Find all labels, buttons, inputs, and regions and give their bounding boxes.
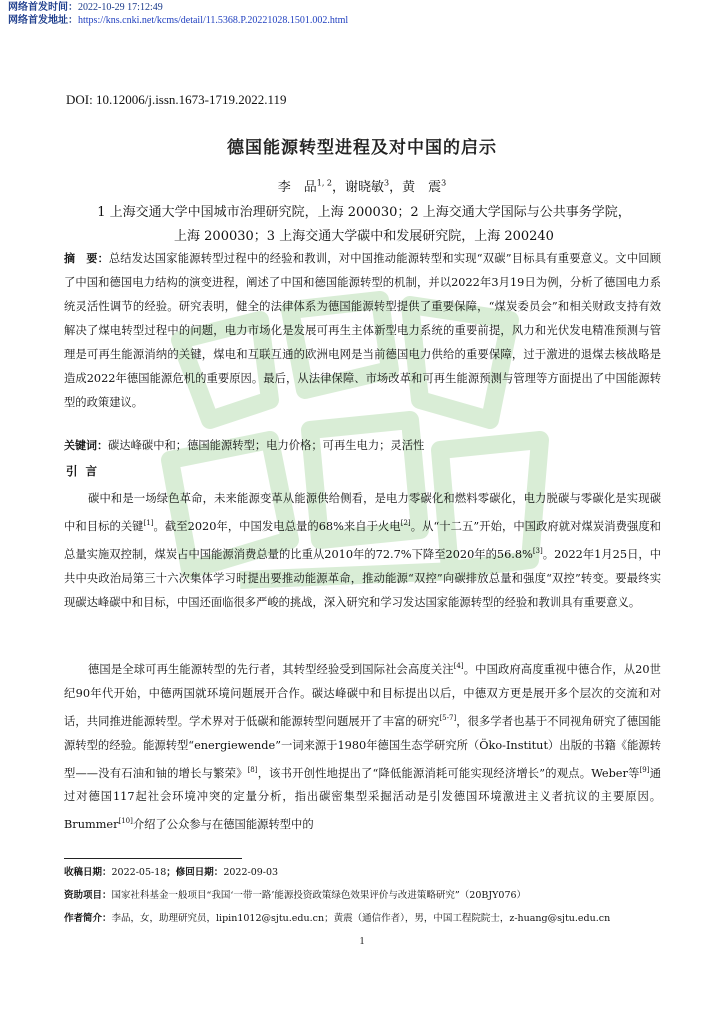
citation: [9] [639, 765, 650, 774]
footnote-author-info: 作者简介：李品，女，助理研究员，lipin1012@sjtu.edu.cn；黄震（通信作者），男，中国工程院院士，z-huang@sjtu.edu.cn [64, 913, 611, 924]
keywords-label: 关键词： [64, 439, 108, 452]
online-publish-address: 网络首发地址：https://kns.cnki.net/kcms/detail/11.5368.P.20221028.1501.002.html [8, 15, 349, 26]
publish-url-link[interactable]: https://kns.cnki.net/kcms/detail/11.5368.P.20221028.1501.002.html [78, 15, 349, 26]
citation: [2] [400, 519, 411, 527]
body-paragraph-2: 德国是全球可再生能源转型的先行者，其转型经验受到国际社会高度关注[4]。中国政府高度重视中德合作，从20世纪90年代开始，中德两国就环境问题展开合作。碳达峰碳中和目标提出以后，中德双方更是展开多个层次的交流和对话，共同推进能源转型。学术界对于低碳和能源转型问题展开了丰富的研究[5-7]，很多学者也基于不同视角研究了德国能源转型的经验。能源转型“energiewende”一词来源于1980年德国生态学研究所（Öko-Institut）出版的书籍《能源转型——没有石油和铀的增长与繁荣》[8]，该书开创性地提出了“降低能源消耗可能实现经济增长”的观点。Weber等[9]通过对德国117起社会环境冲突的定量分析，指出碳密集型采掘活动是引发德国环境激进主义者抗议的主要原因。Brummer[10]介绍了公众参与在德国能源转型中的 [64, 662, 661, 832]
page-number: 1 [359, 936, 365, 947]
citation: [3] [532, 546, 543, 555]
author-1: 李 品 [277, 180, 317, 195]
citation: [1] [143, 519, 154, 527]
abstract-label: 摘 要： [64, 252, 109, 265]
abstract [64, 247, 661, 415]
affiliation-line-1: 1 上海交通大学中国城市治理研究院，上海 200030；2 上海交通大学国际与公共事务学院， [97, 205, 631, 220]
keywords-text: 碳达峰碳中和；德国能源转型；电力价格；可再生电力；灵活性 [108, 439, 425, 452]
citation: [8] [247, 765, 258, 774]
body-paragraph-1: 碳中和是一场绿色革命，未来能源变革从能源供给侧看，是电力零碳化和燃料零碳化，电力脱碳与零碳化是实现碳中和目标的关键[1]。截至2020年，中国发电总量的68%来自于火电[2]。从“十二五”开始，中国政府就对煤炭消费强度和总量实施双控制，煤炭占中国能源消费总量的比重从2010年的72.7%下降至2020年的56.8%[3]。2022年1月25日，中共中央政治局第三十六次集体学习时提出要推动能源革命，推动能源“双控”向碳排放总量和强度“双控”转变。要最终实现碳达峰碳中和目标，中国还面临很多严峻的挑战，深入研究和学习发达国家能源转型的经验和教训具有重要意义。 [64, 492, 661, 609]
citation: [4] [453, 662, 464, 670]
footnote-divider [64, 858, 242, 859]
publish-time-value: 2022-10-29 17:12:49 [78, 2, 163, 13]
citation: [5-7] [439, 713, 457, 722]
paper-title: 德国能源转型进程及对中国的启示 [227, 138, 497, 158]
doi: DOI: 10.12006/j.issn.1673-1719.2022.119 [66, 92, 287, 107]
footnote-dates: 收稿日期：2022-05-18；修回日期：2022-09-03 [64, 867, 279, 878]
online-publish-time: 网络首发时间：2022-10-29 17:12:49 [8, 2, 163, 13]
author-list: 李 品$^{1, 2}$，谢晓敏$^3$，黄 震$^3$ [277, 178, 447, 195]
footnote-funding: 资助项目：国家社科基金一般项目“我国‘一带一路’能源投资政策绿色效果评价与改进策略研究”（20BJY076） [64, 890, 527, 901]
author-3: 黄 震 [402, 180, 442, 195]
affiliation-line-2: 上海 200030；3 上海交通大学碳中和发展研究院，上海 200240 [174, 229, 554, 244]
citation: [10] [118, 817, 133, 826]
author-2: 谢晓敏 [345, 180, 385, 195]
abstract-text: 总结发达国家能源转型过程中的经验和教训，对中国推动能源转型和实现“双碳”目标具有重要意义。文中回顾了中国和德国电力结构的演变进程，阐述了中国和德国能源转型的机制，并以2022年3月19日为例，分析了德国电力系统灵活性调节的经验。研究表明，健全的法律体系为德国能源转型提供了重要保障，“煤炭委员会”和相关财政支持有效解决了煤电转型过程中的问题，电力市场化是发展可再生主体新型电力系统的重要前提，风力和光伏发电精准预测与管理是可再生能源消纳的关键，煤电和互联互通的欧洲电网是当前德国电力供给的重要保障，过于激进的退煤去核战略是造成2022年德国能源危机的重要原因。最后，从法律保障、市场改革和可再生能源预测与管理等方面提出了中国能源转型的政策建议。 [64, 252, 661, 409]
section-heading-intro: 引言 [66, 464, 105, 478]
keywords [64, 434, 661, 458]
